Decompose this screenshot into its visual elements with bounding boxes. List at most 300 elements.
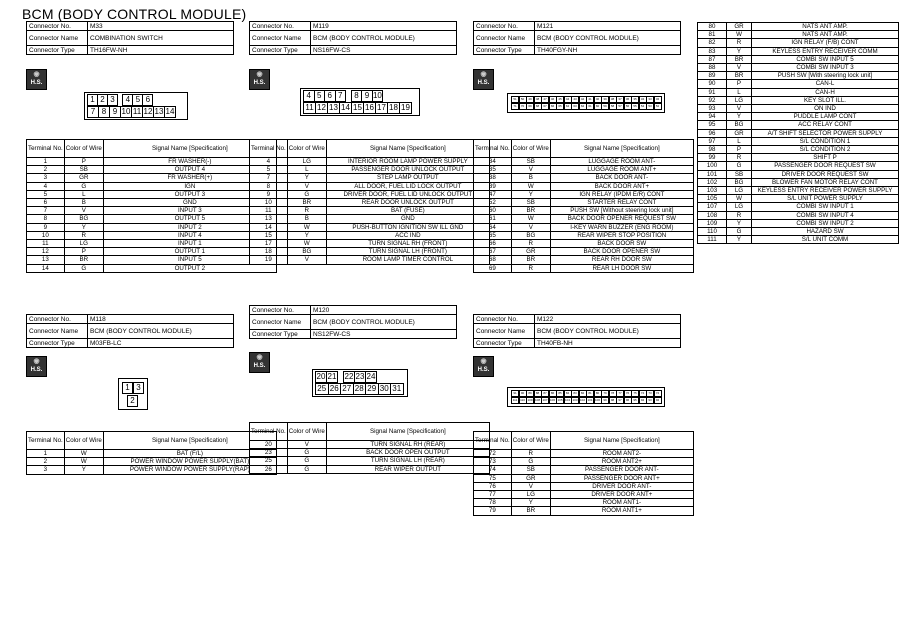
pin: 5 bbox=[314, 90, 326, 102]
signal-name-cell: ACC IND bbox=[326, 231, 489, 239]
connector-name-label: Connector Name bbox=[27, 31, 88, 46]
pin: 48 bbox=[534, 96, 542, 103]
terminal-cell: 10 bbox=[27, 231, 65, 239]
wire-color-cell: L bbox=[287, 166, 326, 174]
pin: 78 bbox=[609, 390, 617, 397]
terminal-cell: 99 bbox=[698, 154, 727, 162]
wire-color-cell: Y bbox=[287, 174, 326, 182]
wire-color-cell: V bbox=[287, 182, 326, 190]
pin: 53 bbox=[646, 103, 654, 110]
table-row bbox=[250, 231, 490, 239]
terminal-cell: 102 bbox=[698, 178, 727, 186]
wire-color-cell: V bbox=[64, 207, 103, 215]
pin: 9 bbox=[109, 106, 121, 118]
terminal-cell: 77 bbox=[474, 491, 512, 499]
wire-color-cell: SB bbox=[511, 466, 550, 474]
connector-info-m120 bbox=[249, 305, 457, 339]
pin: 12 bbox=[143, 107, 153, 116]
table-row bbox=[250, 166, 490, 174]
pin: 106 bbox=[549, 398, 555, 402]
signal-name-cell: ALL DOOR, FUEL LID LOCK OUTPUT bbox=[326, 182, 489, 190]
signal-name-cell: REAR WIPER STOP POSITION bbox=[550, 231, 693, 239]
signal-name-cell: REAR DOOR UNLOCK OUTPUT bbox=[326, 199, 489, 207]
pin: 33 bbox=[646, 96, 654, 103]
signal-name-cell: OUTPUT 2 bbox=[103, 264, 276, 272]
terminal-cell: 35 bbox=[474, 166, 512, 174]
pin: 50 bbox=[519, 96, 527, 103]
wire-color-cell: P bbox=[727, 146, 752, 154]
terminal-cell: 61 bbox=[474, 215, 512, 223]
table-row bbox=[250, 199, 490, 207]
pin: 22 bbox=[344, 372, 354, 381]
terminal-cell: 9 bbox=[27, 223, 65, 231]
terminal-cell: 89 bbox=[698, 72, 727, 80]
pin: 43 bbox=[571, 96, 579, 103]
terminal-cell: 108 bbox=[698, 211, 727, 219]
table-row bbox=[698, 195, 899, 203]
terminal-cell: 72 bbox=[474, 450, 512, 458]
pin: 28 bbox=[353, 383, 367, 395]
table-row bbox=[474, 240, 694, 248]
pin: 1 bbox=[87, 94, 98, 106]
pin: 13 bbox=[327, 102, 340, 114]
table-row bbox=[27, 199, 277, 207]
terminal-cell: 20 bbox=[250, 441, 288, 449]
terminal-cell: 105 bbox=[698, 195, 727, 203]
signal-name-cell: BACK DOOR OPEN OUTPUT bbox=[326, 449, 489, 457]
wire-color-cell: R bbox=[511, 450, 550, 458]
table-row bbox=[698, 187, 899, 195]
wire-color-cell: R bbox=[511, 264, 550, 272]
pin: 40 bbox=[594, 96, 602, 103]
signal-name-cell: PUSH-BUTTON IGNITION SW ILL GND bbox=[326, 223, 489, 231]
column-header: Terminal No. bbox=[250, 140, 288, 158]
table-row bbox=[698, 80, 899, 88]
pin: 91 bbox=[511, 390, 519, 397]
pin: 85 bbox=[556, 390, 564, 397]
terminal-cell: 1 bbox=[27, 158, 65, 166]
pin: 4 bbox=[303, 90, 315, 102]
signal-name-cell: BACK DOOR ANT+ bbox=[550, 182, 693, 190]
pin: 71 bbox=[511, 103, 519, 110]
table-row bbox=[474, 264, 694, 272]
column-header: Signal Name [Specification] bbox=[103, 432, 276, 450]
wire-color-cell: G bbox=[64, 264, 103, 272]
wire-color-cell: V bbox=[511, 223, 550, 231]
terminal-cell: 23 bbox=[250, 449, 288, 457]
signal-name-cell: PUSH SW [With steering lock unit] bbox=[752, 72, 899, 80]
wire-color-cell: R bbox=[511, 240, 550, 248]
signal-table-m122 bbox=[473, 431, 694, 516]
pin: 24 bbox=[366, 372, 376, 381]
connector-type-label: Connector Type bbox=[474, 46, 535, 55]
wire-color-cell: V bbox=[727, 105, 752, 113]
table-row bbox=[27, 240, 277, 248]
signal-name-cell: BACK DOOR OPENER SW bbox=[550, 248, 693, 256]
terminal-cell: 2 bbox=[27, 166, 65, 174]
signal-table-m120 bbox=[249, 422, 490, 474]
terminal-cell: 7 bbox=[27, 207, 65, 215]
pin: 61 bbox=[586, 103, 594, 110]
wire-color-cell: G bbox=[287, 449, 326, 457]
pin: 57 bbox=[616, 103, 624, 110]
wire-color-cell: BG bbox=[287, 248, 326, 256]
connector-type-value: NS16FW-CS bbox=[311, 46, 457, 55]
connector-type-value: TH16FW-NH bbox=[88, 46, 234, 55]
pin: 70 bbox=[519, 103, 527, 110]
table-row bbox=[698, 64, 899, 72]
pin: 101 bbox=[587, 398, 593, 402]
table-row bbox=[474, 174, 694, 182]
terminal-cell: 87 bbox=[698, 55, 727, 63]
signal-name-cell: REAR RH DOOR SW bbox=[550, 256, 693, 264]
terminal-cell: 17 bbox=[250, 240, 288, 248]
pin: 30 bbox=[378, 383, 392, 395]
wire-color-cell: GR bbox=[511, 248, 550, 256]
pin: 27 bbox=[340, 383, 354, 395]
pin: 81 bbox=[586, 390, 594, 397]
wire-color-cell: BR bbox=[511, 207, 550, 215]
table-row bbox=[27, 450, 277, 458]
signal-name-cell: INPUT 1 bbox=[103, 240, 276, 248]
terminal-cell: 65 bbox=[474, 231, 512, 239]
pin: 103 bbox=[572, 398, 578, 402]
wire-color-cell: GR bbox=[511, 474, 550, 482]
signal-name-cell: STEP LAMP OUTPUT bbox=[326, 174, 489, 182]
table-row bbox=[250, 465, 490, 473]
signal-name-cell: NATS ANT AMP. bbox=[752, 23, 899, 31]
signal-name-cell: ACC RELAY CONT bbox=[752, 121, 899, 129]
pin: 94 bbox=[639, 397, 647, 404]
signal-name-cell: TURN SIGNAL LH (FRONT) bbox=[326, 248, 489, 256]
connector-type-value: TH40FB-NH bbox=[535, 339, 681, 348]
table-row bbox=[250, 190, 490, 198]
pin: 60 bbox=[594, 103, 602, 110]
column-header: Terminal No. bbox=[474, 140, 512, 158]
table-row bbox=[698, 178, 899, 186]
connector-name-value: BCM (BODY CONTROL MODULE) bbox=[88, 324, 234, 339]
pin: 87 bbox=[541, 390, 549, 397]
terminal-cell: 90 bbox=[698, 80, 727, 88]
connector-face-m119 bbox=[300, 88, 420, 116]
terminal-cell: 8 bbox=[27, 215, 65, 223]
pin: 45 bbox=[556, 96, 564, 103]
pin: 100 bbox=[594, 398, 600, 402]
table-row bbox=[698, 211, 899, 219]
signal-name-cell: BAT (FUSE) bbox=[326, 207, 489, 215]
terminal-cell: 1 bbox=[27, 450, 65, 458]
connector-no-value: M120 bbox=[311, 306, 457, 315]
wire-color-cell: W bbox=[727, 195, 752, 203]
pin: 2 bbox=[97, 94, 108, 106]
table-row bbox=[250, 240, 490, 248]
wire-color-cell: G bbox=[287, 457, 326, 465]
pin: 31 bbox=[390, 383, 404, 395]
wire-color-cell: P bbox=[64, 158, 103, 166]
terminal-cell: 34 bbox=[474, 158, 512, 166]
signal-table-m121 bbox=[473, 139, 694, 273]
wire-color-cell: SB bbox=[64, 166, 103, 174]
pin: 66 bbox=[549, 103, 557, 110]
pin: 51 bbox=[511, 96, 519, 103]
column-header: Signal Name [Specification] bbox=[103, 140, 276, 158]
table-row bbox=[698, 23, 899, 31]
signal-name-cell: POWER WINDOW POWER SUPPLY(RAP) bbox=[103, 466, 276, 474]
wire-color-cell: G bbox=[727, 162, 752, 170]
table-row bbox=[27, 182, 277, 190]
table-row bbox=[250, 449, 490, 457]
pin: 68 bbox=[534, 103, 542, 110]
table-row bbox=[474, 182, 694, 190]
wire-color-cell: B bbox=[287, 215, 326, 223]
wire-color-cell: SB bbox=[511, 199, 550, 207]
table-row bbox=[698, 154, 899, 162]
wire-color-cell: LG bbox=[727, 187, 752, 195]
pin: 102 bbox=[579, 398, 585, 402]
wire-color-cell: SB bbox=[511, 158, 550, 166]
wire-color-cell: V bbox=[511, 166, 550, 174]
connector-face-m122 bbox=[507, 387, 665, 407]
signal-name-cell: OUTPUT 1 bbox=[103, 248, 276, 256]
pin: 58 bbox=[609, 103, 617, 110]
signal-name-cell: ROOM ANT1- bbox=[550, 499, 693, 507]
pin: 20 bbox=[316, 372, 326, 381]
table-row bbox=[698, 170, 899, 178]
table-row bbox=[474, 215, 694, 223]
wire-color-cell: Y bbox=[727, 219, 752, 227]
pin: 72 bbox=[654, 390, 662, 397]
wire-color-cell: G bbox=[287, 465, 326, 473]
signal-name-cell: PASSENGER DOOR ANT+ bbox=[550, 474, 693, 482]
harness-side-icon: ◉ H.S. bbox=[249, 352, 270, 373]
signal-name-cell: REAR WIPER OUTPUT bbox=[326, 465, 489, 473]
signal-name-cell: COMBI SW INPUT 5 bbox=[752, 55, 899, 63]
signal-name-cell: ON IND bbox=[752, 105, 899, 113]
signal-name-cell: I-KEY WARN BUZZER (ENG ROOM) bbox=[550, 223, 693, 231]
wire-color-cell: W bbox=[511, 182, 550, 190]
pin: 107 bbox=[542, 398, 548, 402]
signal-name-cell: BACK DOOR SW bbox=[550, 240, 693, 248]
table-row bbox=[250, 256, 490, 264]
wire-color-cell: BR bbox=[727, 72, 752, 80]
connector-info-m121 bbox=[473, 21, 681, 55]
pin: 73 bbox=[646, 390, 654, 397]
pin: 75 bbox=[631, 390, 639, 397]
terminal-cell: 97 bbox=[698, 137, 727, 145]
signal-name-cell: GND bbox=[326, 215, 489, 223]
table-row bbox=[250, 215, 490, 223]
connector-type-label: Connector Type bbox=[27, 339, 88, 348]
table-row bbox=[698, 219, 899, 227]
pin: 80 bbox=[594, 390, 602, 397]
wire-color-cell: BG bbox=[511, 231, 550, 239]
table-row bbox=[474, 474, 694, 482]
pin: 111 bbox=[512, 398, 518, 402]
wire-color-cell: R bbox=[727, 39, 752, 47]
wire-color-cell: Y bbox=[64, 466, 103, 474]
connector-type-label: Connector Type bbox=[250, 330, 311, 339]
terminal-cell: 107 bbox=[698, 203, 727, 211]
connector-face-m33 bbox=[84, 92, 188, 120]
pin: 6 bbox=[142, 94, 153, 106]
table-row bbox=[250, 158, 490, 166]
table-row bbox=[250, 207, 490, 215]
pin: 54 bbox=[639, 103, 647, 110]
table-row bbox=[698, 146, 899, 154]
connector-name-value: BCM (BODY CONTROL MODULE) bbox=[535, 31, 681, 46]
connector-no-value: M118 bbox=[88, 315, 234, 324]
terminal-cell: 73 bbox=[474, 458, 512, 466]
table-row bbox=[474, 166, 694, 174]
pin: 65 bbox=[556, 103, 564, 110]
connector-name-label: Connector Name bbox=[250, 31, 311, 46]
terminal-cell: 18 bbox=[250, 248, 288, 256]
wire-color-cell: LG bbox=[727, 203, 752, 211]
wire-color-cell: Y bbox=[511, 499, 550, 507]
pin: 84 bbox=[564, 390, 572, 397]
signal-name-cell: KEYLESS ENTRY RECEIVER COMM bbox=[752, 47, 899, 55]
pin: 110 bbox=[520, 398, 525, 402]
connector-type-label: Connector Type bbox=[250, 46, 311, 55]
column-header: Color of Wire bbox=[64, 432, 103, 450]
harness-side-icon: ◉ H.S. bbox=[473, 69, 494, 90]
signal-table-m119 bbox=[249, 139, 490, 265]
pin: 1 bbox=[122, 382, 133, 394]
table-row bbox=[698, 55, 899, 63]
signal-table-m118 bbox=[26, 431, 277, 475]
wire-color-cell: BG bbox=[64, 215, 103, 223]
wire-color-cell: LG bbox=[511, 491, 550, 499]
terminal-cell: 75 bbox=[474, 474, 512, 482]
signal-name-cell: IGN RELAY (F/B) CONT bbox=[752, 39, 899, 47]
signal-name-cell: FR WASHER(-) bbox=[103, 158, 276, 166]
table-row bbox=[250, 223, 490, 231]
wire-color-cell: GR bbox=[727, 129, 752, 137]
terminal-cell: 13 bbox=[250, 215, 288, 223]
terminal-cell: 94 bbox=[698, 113, 727, 121]
pin: 108 bbox=[534, 398, 540, 402]
pin: 109 bbox=[527, 398, 533, 402]
signal-name-cell: S/L CONDITION 1 bbox=[752, 137, 899, 145]
terminal-cell: 52 bbox=[474, 199, 512, 207]
pin: 6 bbox=[324, 90, 336, 102]
wire-color-cell: V bbox=[511, 482, 550, 490]
pin: 11 bbox=[303, 102, 316, 114]
table-row bbox=[250, 457, 490, 465]
table-row bbox=[250, 441, 490, 449]
table-row bbox=[474, 158, 694, 166]
terminal-cell: 10 bbox=[250, 199, 288, 207]
terminal-cell: 3 bbox=[27, 174, 65, 182]
table-row bbox=[698, 121, 899, 129]
pin: 17 bbox=[375, 102, 388, 114]
signal-name-cell: SHIFT P bbox=[752, 154, 899, 162]
signal-name-cell: HAZARD SW bbox=[752, 228, 899, 236]
signal-name-cell: ROOM ANT2+ bbox=[550, 458, 693, 466]
terminal-cell: 93 bbox=[698, 105, 727, 113]
terminal-cell: 109 bbox=[698, 219, 727, 227]
wire-color-cell: Y bbox=[727, 113, 752, 121]
terminal-cell: 15 bbox=[250, 231, 288, 239]
table-row bbox=[27, 207, 277, 215]
table-row bbox=[698, 105, 899, 113]
connector-type-value: M03FB-LC bbox=[88, 339, 234, 348]
pin: 26 bbox=[328, 383, 342, 395]
signal-name-cell: REAR LH DOOR SW bbox=[550, 264, 693, 272]
pin: 55 bbox=[631, 103, 639, 110]
terminal-cell: 25 bbox=[250, 457, 288, 465]
signal-name-cell: INPUT 3 bbox=[103, 207, 276, 215]
table-row bbox=[698, 236, 899, 244]
table-row bbox=[698, 47, 899, 55]
connector-no-label: Connector No. bbox=[250, 306, 311, 315]
pin: 3 bbox=[133, 382, 144, 394]
column-header: Color of Wire bbox=[511, 140, 550, 158]
pin: 3 bbox=[107, 94, 118, 106]
harness-side-icon: ◉ H.S. bbox=[473, 356, 494, 377]
terminal-cell: 7 bbox=[250, 174, 288, 182]
signal-name-cell: DRIVER DOOR ANT+ bbox=[550, 491, 693, 499]
terminal-cell: 47 bbox=[474, 190, 512, 198]
terminal-cell: 92 bbox=[698, 96, 727, 104]
signal-name-cell: COMBI SW INPUT 3 bbox=[752, 64, 899, 72]
pin: 36 bbox=[624, 96, 632, 103]
signal-name-cell: INPUT 5 bbox=[103, 256, 276, 264]
harness-side-icon: ◉ H.S. bbox=[26, 69, 47, 90]
pin: 2 bbox=[127, 395, 138, 407]
signal-name-cell: PASSENGER DOOR UNLOCK OUTPUT bbox=[326, 166, 489, 174]
terminal-cell: 101 bbox=[698, 170, 727, 178]
connector-type-value: TH40FGY-NH bbox=[535, 46, 681, 55]
table-row bbox=[250, 248, 490, 256]
pin: 88 bbox=[534, 390, 542, 397]
signal-name-cell: KEY SLOT ILL. bbox=[752, 96, 899, 104]
pin: 44 bbox=[564, 96, 572, 103]
terminal-cell: 11 bbox=[250, 207, 288, 215]
wire-color-cell: V bbox=[287, 256, 326, 264]
terminal-cell: 2 bbox=[27, 458, 65, 466]
terminal-cell: 67 bbox=[474, 248, 512, 256]
pin: 39 bbox=[601, 96, 609, 103]
table-row bbox=[27, 458, 277, 466]
signal-name-cell: CAN-H bbox=[752, 88, 899, 96]
signal-name-cell: OUTPUT 3 bbox=[103, 190, 276, 198]
signal-name-cell: TURN SIGNAL RH (FRONT) bbox=[326, 240, 489, 248]
column-header: Color of Wire bbox=[287, 140, 326, 158]
wire-color-cell: R bbox=[64, 231, 103, 239]
pin: 92 bbox=[654, 397, 662, 404]
pin: 10 bbox=[121, 107, 131, 116]
signal-name-cell: COMBI SW INPUT 4 bbox=[752, 211, 899, 219]
wire-color-cell: V bbox=[287, 441, 326, 449]
signal-name-cell: PASSENGER DOOR REQUEST SW bbox=[752, 162, 899, 170]
table-row bbox=[474, 256, 694, 264]
table-row bbox=[698, 162, 899, 170]
table-row bbox=[698, 203, 899, 211]
pin: 95 bbox=[631, 397, 639, 404]
signal-name-cell: TURN SIGNAL RH (REAR) bbox=[326, 441, 489, 449]
pin: 42 bbox=[579, 96, 587, 103]
pin: 105 bbox=[557, 398, 563, 402]
table-row bbox=[250, 174, 490, 182]
pin: 19 bbox=[399, 102, 412, 114]
terminal-cell: 103 bbox=[698, 187, 727, 195]
wire-color-cell: P bbox=[727, 80, 752, 88]
wire-color-cell: G bbox=[287, 190, 326, 198]
terminal-cell: 9 bbox=[250, 190, 288, 198]
connector-name-label: Connector Name bbox=[27, 324, 88, 339]
wire-color-cell: LG bbox=[727, 96, 752, 104]
